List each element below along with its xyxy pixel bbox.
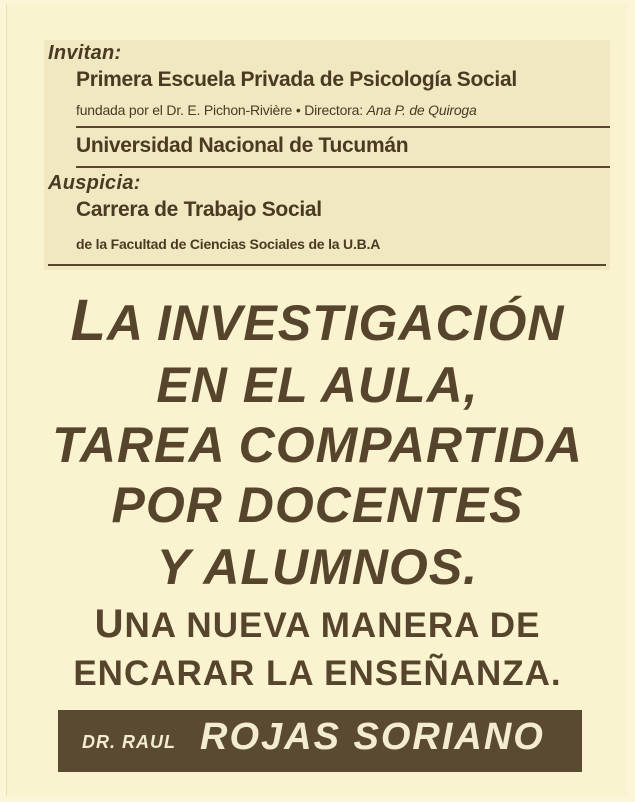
divider-3 <box>48 264 606 266</box>
author-prefix: DR. RAUL <box>82 732 176 752</box>
invitan-label: Invitan: <box>48 42 122 64</box>
title-line-2: EN EL AULA, <box>156 357 479 413</box>
school-founder-line <box>76 102 477 118</box>
university-name: Universidad Nacional de Tucumán <box>76 134 409 157</box>
faculty-name: de la Facultad de Ciencias Sociales de la U.B.A <box>76 236 381 252</box>
title-line-1: LA INVESTIGACIÓN <box>70 288 565 353</box>
school-director: Ana P. de Quiroga <box>366 102 477 118</box>
school-name: Primera Escuela Privada de Psicología Social <box>76 68 517 91</box>
title-line-5: Y ALUMNOS. <box>156 539 479 595</box>
author-name: ROJAS SORIANO <box>200 716 545 758</box>
career-name: Carrera de Trabajo Social <box>76 198 322 221</box>
divider-1 <box>76 126 610 128</box>
school-founder: fundada por el Dr. E. Pichon-Rivière • Directora: <box>76 102 363 118</box>
subtitle-line-1: UNA NUEVA MANERA DE <box>94 602 541 646</box>
divider-2 <box>76 166 610 168</box>
author-bar <box>58 710 582 772</box>
auspicia-label: Auspicia: <box>48 172 141 194</box>
title-line-4: POR DOCENTES <box>111 477 524 533</box>
title-line-3: TAREA COMPARTIDA <box>52 417 583 473</box>
subtitle-line-2: ENCARAR LA ENSEÑANZA. <box>73 654 562 693</box>
